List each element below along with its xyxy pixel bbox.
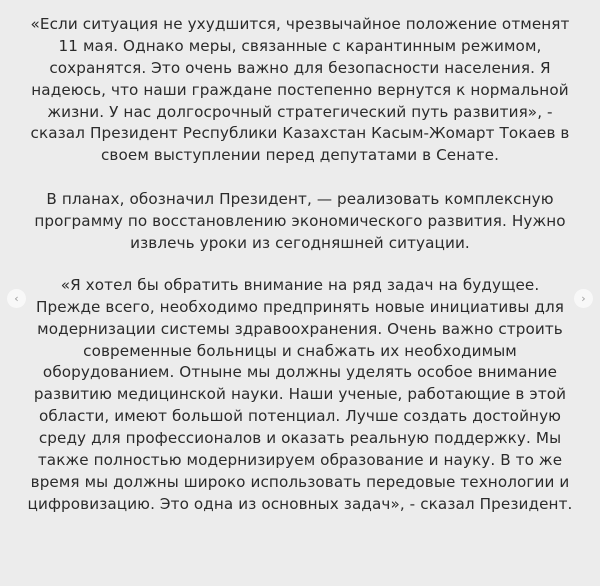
paragraph-1: «Если ситуация не ухудшится, чрезвычайное положение отменят 11 мая. Однако меры, связанные с карантинным режимом, сохранятся. Это очень важно для безопасности населения. Я надеюсь, что наши граждане постепенно вернутся к нормальной жизни. У нас долгосрочный стратегический путь развития», - сказал Президент Республики Казахстан Касым-Жомарт Токаев в своем выступлении перед депутатами в Сенате. bbox=[30, 15, 570, 165]
paragraph-3: «Я хотел бы обратить внимание на ряд задач на будущее. Прежде всего, необходимо предпринять новые инициативы для модернизации системы здравоохранения. Очень важно строить современные больницы и снабжать их необходимым оборудованием. Отныне мы должны уделять особое внимание развитию медицинской науки. Наши ученые, работающие в этой области, имеют большой потенциал. Лучше создать достойную среду для профессионалов и оказать реальную поддержку. Мы также полностью модернизируем образование и науку. В то же время мы должны широко использовать передовые технологии и цифровизацию. Это одна из основных задач», - сказал Президент. bbox=[27, 275, 573, 513]
previous-slide-icon[interactable]: ‹ bbox=[7, 289, 26, 308]
paragraph-2: В планах, обозначил Президент, — реализовать комплексную программу по восстановлению экономического развития. Нужно извлечь уроки из сегодняшней ситуации. bbox=[34, 190, 566, 253]
next-slide-icon[interactable]: › bbox=[574, 289, 593, 308]
